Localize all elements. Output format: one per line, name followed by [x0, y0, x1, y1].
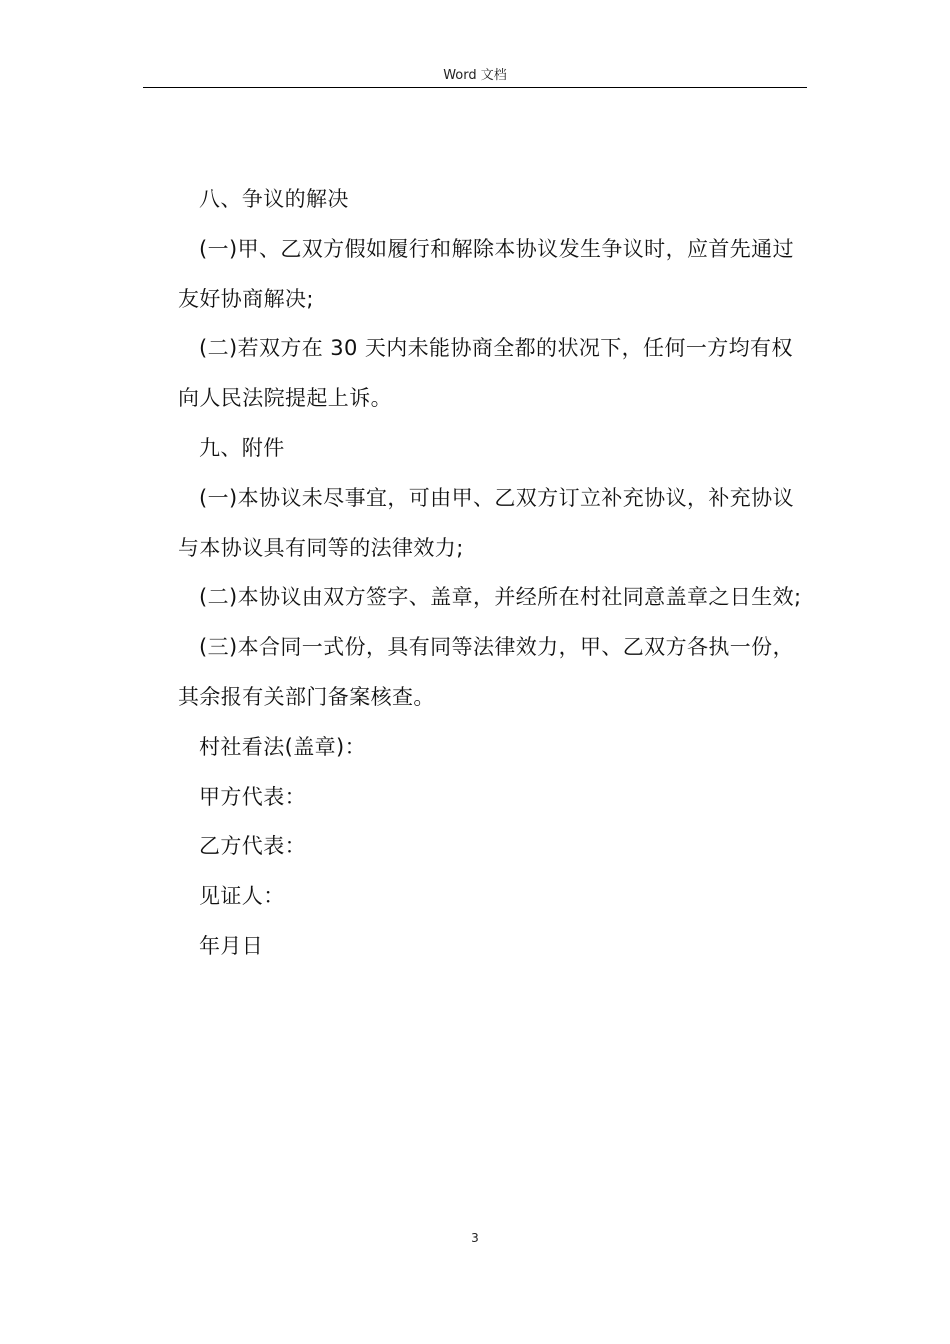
paragraph-dispute-2: (二)若双方在 30 天内未能协商全都的状况下，任何一方均有权向人民法院提起上诉。: [178, 336, 793, 411]
section-heading-appendix: 九、附件: [199, 435, 285, 460]
header-divider: [143, 87, 807, 88]
paragraph-appendix-1: (一)本协议未尽事宜，可由甲、乙双方订立补充协议，补充协议与本协议具有同等的法律效力;: [178, 485, 794, 560]
paragraph-appendix-2: (二)本协议由双方签字、盖章，并经所在村社同意盖章之日生效;: [199, 585, 802, 610]
section-heading-dispute: 八、争议的解决: [199, 187, 349, 211]
signature-witness: 见证人：: [199, 884, 285, 909]
signature-village: 村社看法(盖章)：: [199, 734, 366, 759]
signature-date: 年月日: [199, 933, 264, 958]
page-number: 3: [471, 1231, 479, 1245]
paragraph-appendix-3: (三)本合同一式份，具有同等法律效力，甲、乙双方各执一份，其余报有关部门备案核查。: [178, 635, 794, 709]
header-title: Word 文档: [443, 68, 507, 83]
paragraph-dispute-1: (一)甲、乙双方假如履行和解除本协议发生争议时，应首先通过友好协商解决;: [178, 236, 794, 311]
signature-party-a: 甲方代表：: [199, 784, 306, 809]
document-body: [178, 175, 808, 972]
signature-party-b: 乙方代表：: [199, 834, 306, 859]
